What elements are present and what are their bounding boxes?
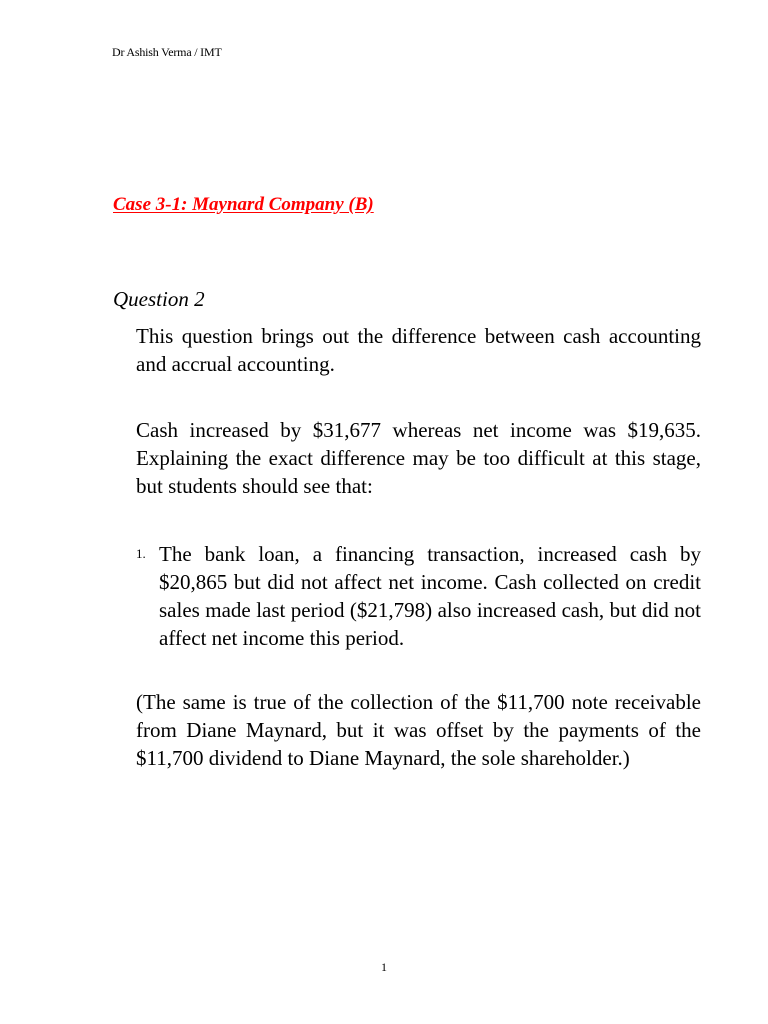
list-item-text: The bank loan, a financing transaction, increased cash by $20,865 but did not affect net income. Cash collected on credit sales made last period ($21,798) also increased cash, but did not affect net income this period. [159, 542, 701, 650]
paragraph-note-receivable: (The same is true of the collection of the $11,700 note receivable from Diane Maynard, but it was offset by the payments of the $11,700 dividend to Diane Maynard, the sole shareholder.) [136, 690, 701, 770]
case-title: Case 3-1: Maynard Company (B) [113, 194, 374, 215]
page-header: Dr Ashish Verma / IMT [112, 45, 222, 59]
list-marker: 1. [136, 546, 146, 561]
page-number: 1 [381, 960, 387, 974]
paragraph-cash-vs-income: Cash increased by $31,677 whereas net income was $19,635. Explaining the exact difference may be too difficult at this stage, but students should see that: [136, 418, 701, 498]
question-heading: Question 2 [113, 287, 205, 311]
paragraph-intro: This question brings out the difference between cash accounting and accrual accounting. [136, 324, 701, 376]
